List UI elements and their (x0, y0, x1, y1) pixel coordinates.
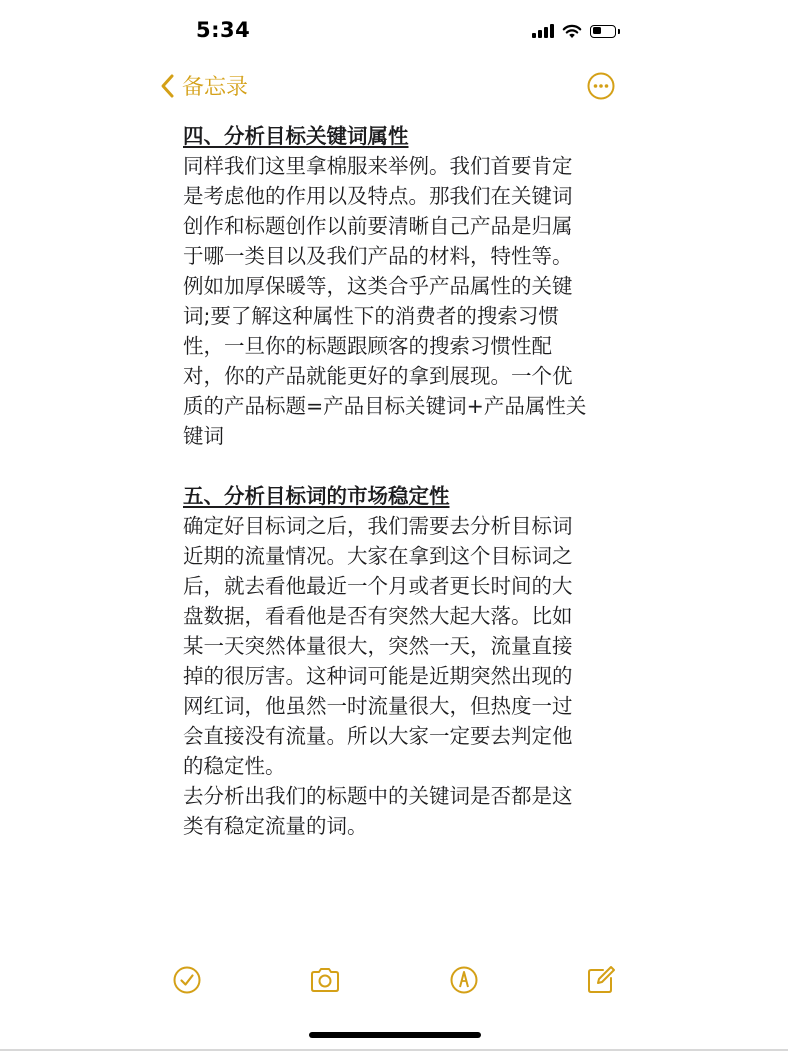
camera-icon[interactable] (307, 962, 343, 998)
battery-icon (590, 25, 616, 38)
section-5-line: 后，就去看他最近一个月或者更长时间的大 (183, 574, 573, 598)
battery-level (593, 27, 601, 34)
back-label: 备忘录 (182, 75, 249, 100)
section-4-line: 创作和标题创作以前要清晰自己产品是归属 (183, 214, 573, 238)
section-4-line: 同样我们这里拿棉服来举例。我们首要肯定 (183, 154, 573, 178)
back-button[interactable] (160, 70, 248, 101)
compose-icon[interactable] (583, 962, 619, 998)
markup-icon[interactable] (446, 962, 482, 998)
section-4-heading: 四、分析目标关键词属性 (183, 124, 409, 148)
section-4-line: 对，你的产品就能更好的拿到展现。一个优 (183, 364, 573, 388)
checklist-icon[interactable] (169, 962, 205, 998)
wifi-icon (562, 24, 582, 39)
section-4-line: 键词 (183, 424, 224, 448)
section-5-line: 掉的很厉害。这种词可能是近期突然出现的 (183, 664, 573, 688)
section-4-line: 于哪一类目以及我们产品的材料，特性等。 (183, 244, 573, 268)
section-5-line: 盘数据，看看他是否有突然大起大落。比如 (183, 604, 573, 628)
status-bar (0, 0, 788, 62)
status-icons (532, 20, 616, 42)
section-5-line: 确定好目标词之后，我们需要去分析目标词 (183, 514, 573, 538)
status-time: 5:34 (196, 18, 251, 42)
bottom-toolbar (0, 962, 788, 1002)
section-5-line: 去分析出我们的标题中的关键词是否都是这 (183, 784, 573, 808)
section-5-heading: 五、分析目标词的市场稳定性 (183, 484, 450, 508)
section-4-line: 词;要了解这种属性下的消费者的搜索习惯 (183, 304, 559, 328)
section-4-line: 是考虑他的作用以及特点。那我们在关键词 (183, 184, 573, 208)
section-5-line: 网红词，他虽然一时流量很大，但热度一过 (183, 694, 573, 718)
blank-line (183, 451, 613, 481)
section-4-line: 例如加厚保暖等，这类合乎产品属性的关键 (183, 274, 573, 298)
section-5-line: 会直接没有流量。所以大家一定要去判定他 (183, 724, 573, 748)
cellular-signal-icon (532, 24, 554, 38)
more-options-icon[interactable] (586, 71, 616, 101)
section-4-line: 性，一旦你的标题跟顾客的搜索习惯性配 (183, 334, 552, 358)
home-indicator[interactable] (309, 1032, 481, 1038)
section-4-line: 质的产品标题=产品目标关键词+产品属性关 (183, 394, 587, 418)
section-5-line: 某一天突然体量很大，突然一天，流量直接 (183, 634, 573, 658)
section-5-line: 类有稳定流量的词。 (183, 814, 368, 838)
nav-bar (0, 62, 788, 112)
chevron-left-icon (160, 73, 176, 99)
section-5-line: 的稳定性。 (183, 754, 286, 778)
section-5-line: 近期的流量情况。大家在拿到这个目标词之 (183, 544, 573, 568)
note-body[interactable] (183, 121, 613, 841)
